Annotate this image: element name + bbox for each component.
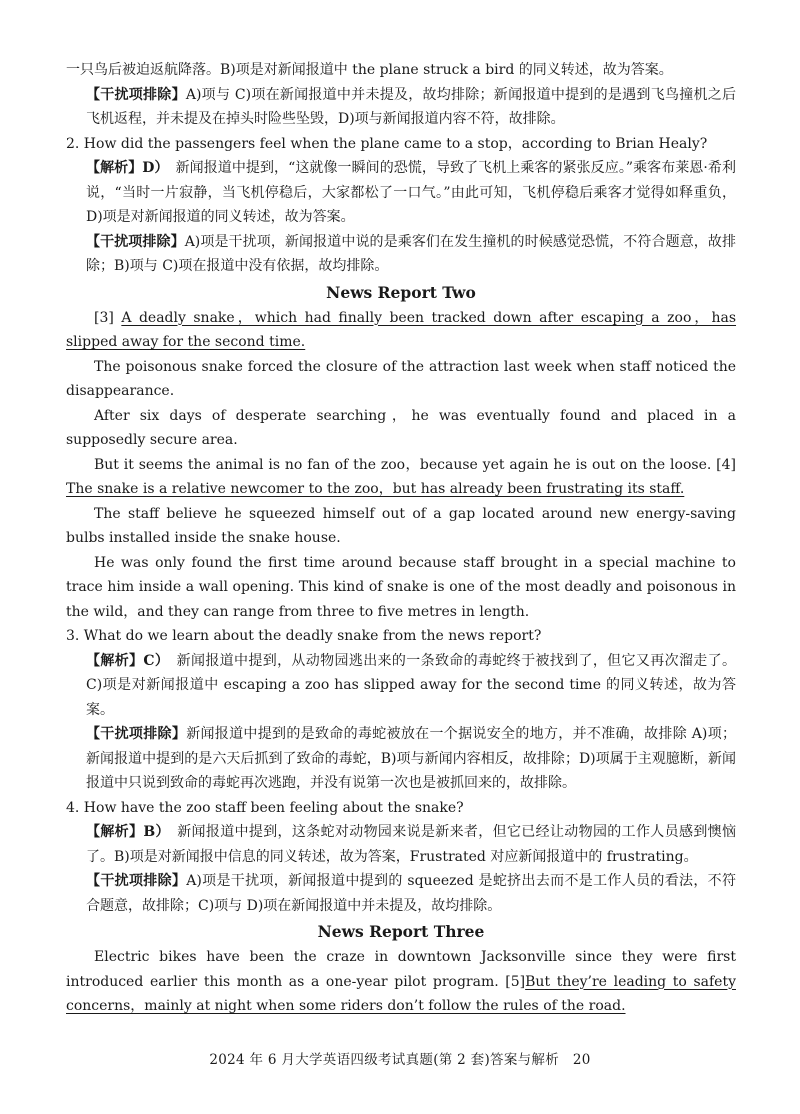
question-3: 3. What do we learn about the deadly snake from the news report? xyxy=(66,628,542,644)
analysis-q4 xyxy=(66,820,736,869)
distractor-text: A)项与 C)项在新闻报道中并未提及，故均排除；新闻报道中提到的是遇到飞鸟撞机之后飞机返程，并未提及在掉头时险些坠毁，D)项与新闻报道内容不符，故排除。 xyxy=(86,86,736,127)
distractor-tag: 【干扰项排除】 xyxy=(86,86,186,103)
distractor-exclusion-q4 xyxy=(66,869,736,918)
analysis-text: 新闻报道中提到，这条蛇对动物园来说是新来者，但它已经让动物园的工作人员感到懊恼了。B)项是对新闻报中信息的同义转述，故为答案，Frustrated 对应新闻报道中的 frustrating。 xyxy=(86,824,736,865)
analysis-tag: 【解析】D） xyxy=(86,160,162,176)
analysis-q2 xyxy=(66,156,736,230)
report2-paragraph-4-lead: But it seems the animal is no fan of the zoo，because yet again he is out on the loose. [4] xyxy=(94,456,736,473)
analysis-text: 新闻报道中提到，“这就像一瞬间的恐慌，导致了飞机上乘客的紧张反应。”乘客布莱恩·希利说，“当时一片寂静，当飞机停稳后，大家都松了一口气。”由此可知，飞机停稳后乘客才觉得如释重负，D)项是对新闻报道的同义转述，故为答案。 xyxy=(86,160,737,225)
page-footer: 2024 年 6 月大学英语四级考试真题(第 2 套)答案与解析 20 xyxy=(209,1052,591,1068)
report2-paragraph-4 xyxy=(66,453,736,502)
question-4: 4. How have the zoo staff been feeling about the snake? xyxy=(66,799,464,816)
distractor-tag: 【干扰项排除】 xyxy=(86,873,187,889)
underlined-sentence-4: The snake is a relative newcomer to the zoo，but has already been frustrating its staff. xyxy=(66,481,685,497)
report2-paragraph-3: After six days of desperate searching，he was eventually found and placed in a supposedly secure area. xyxy=(66,407,736,448)
marker-3: [3] xyxy=(94,309,114,326)
distractor-exclusion-q1 xyxy=(66,83,736,132)
distractor-tag: 【干扰项排除】 xyxy=(86,233,185,250)
report2-paragraph-1 xyxy=(66,306,736,355)
page-body xyxy=(66,58,736,1019)
report2-paragraph-5: The staff believe he squeezed himself out of a gap located around new energy-saving bulbs installed inside the snake house. xyxy=(66,505,736,546)
analysis-q3 xyxy=(66,649,736,723)
distractor-text: A)项是干扰项，新闻报道中提到的 squeezed 是蛇挤出去而不是工作人员的看法，不符合题意，故排除；C)项与 D)项在新闻报道中并未提及，故均排除。 xyxy=(86,873,737,914)
report2-paragraph-6: He was only found the first time around because staff brought in a special machine to trace him inside a wall opening. This kind of snake is one of the most deadly and poisonous in the wild，and they can range from three to five metres in length. xyxy=(66,554,736,620)
report3-paragraph-1 xyxy=(66,945,736,1019)
report2-paragraph-2: The poisonous snake forced the closure of the attraction last week when staff noticed the disappearance. xyxy=(66,358,736,399)
distractor-text: 新闻报道中提到的是致命的毒蛇被放在一个据说安全的地方，并不准确，故排除 A)项；新闻报道中提到的是六天后抓到了致命的毒蛇，B)项与新闻内容相反，故排除；D)项属于主观臆断，新闻报道中只说到致命的毒蛇再次逃跑，并没有说第一次也是被抓回来的，故排除。 xyxy=(86,726,737,791)
distractor-exclusion-q2 xyxy=(66,230,736,279)
question-2: 2. How did the passengers feel when the plane came to a stop，according to Brian Healy? xyxy=(66,135,708,152)
analysis-text: 新闻报道中提到，从动物园逃出来的一条致命的毒蛇终于被找到了，但它又再次溜走了。C)项是对新闻报道中 escaping a zoo has slipped away for the second time 的同义转述，故为答案。 xyxy=(86,652,736,718)
heading-news-report-two: News Report Two xyxy=(326,282,476,302)
analysis-tag: 【解析】B） xyxy=(86,824,163,840)
paragraph-q1-analysis-end: 一只鸟后被迫返航降落。B)项是对新闻报道中 the plane struck a bird 的同义转述，故为答案。 xyxy=(66,62,673,78)
distractor-tag: 【干扰项排除】 xyxy=(86,726,187,742)
report3-paragraph-1-lead: Electric bikes have been the craze in downtown Jacksonville since they were first introduced earlier this month as a one-year pilot program. [5] xyxy=(66,949,736,990)
underlined-sentence-3: A deadly snake，which had finally been tracked down after escaping a zoo，has slipped away for the second time. xyxy=(66,309,737,350)
heading-news-report-three: News Report Three xyxy=(317,922,485,941)
underlined-sentence-5: But they’re leading to safety concerns，mainly at night when some riders don’t follow the rules of the road. xyxy=(66,973,736,1014)
distractor-exclusion-q3 xyxy=(66,722,736,796)
analysis-tag: 【解析】C） xyxy=(86,652,163,669)
distractor-text: A)项是干扰项，新闻报道中说的是乘客们在发生撞机的时候感觉恐慌，不符合题意，故排除；B)项与 C)项在报道中没有依据，故均排除。 xyxy=(86,233,736,274)
